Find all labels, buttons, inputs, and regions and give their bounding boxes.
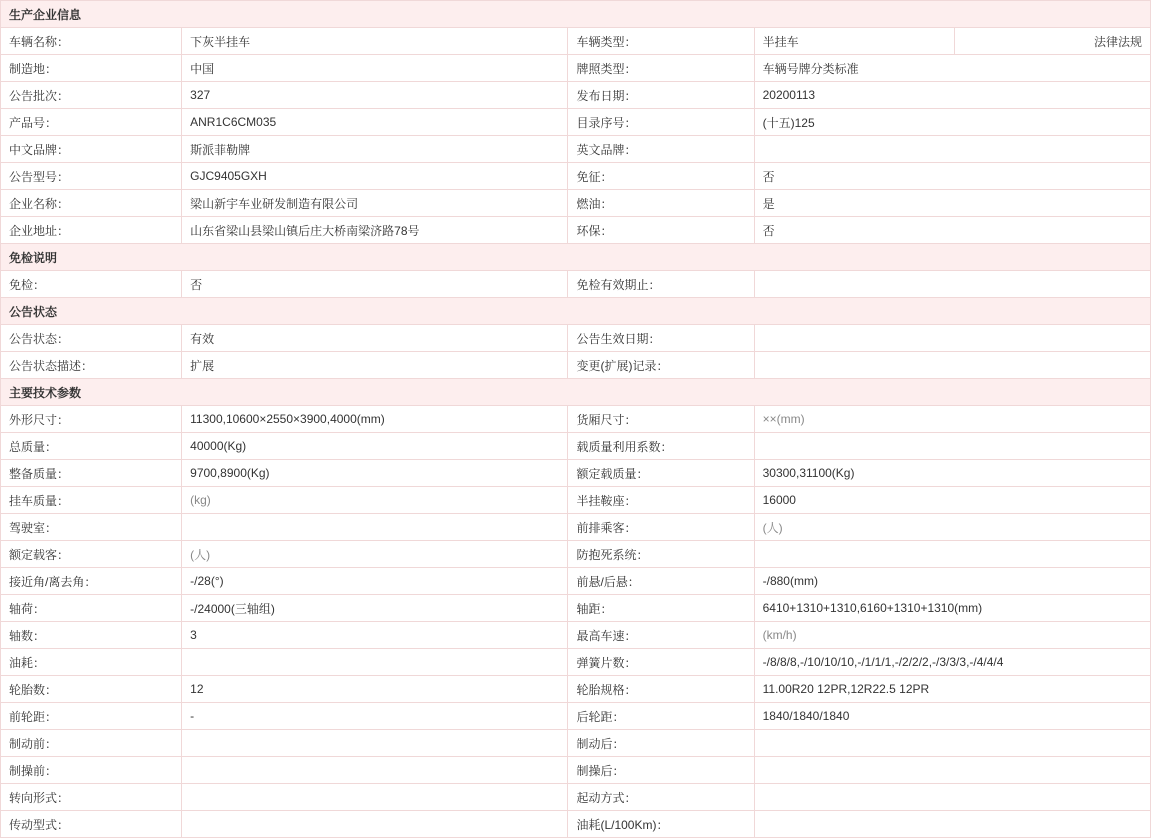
field-label: 后轮距： bbox=[568, 703, 754, 730]
field-value bbox=[182, 757, 568, 784]
field-label: 免征： bbox=[568, 163, 754, 190]
field-value: 半挂车 bbox=[754, 28, 954, 55]
field-label: 产品号： bbox=[1, 109, 182, 136]
section-header-row bbox=[1, 298, 1151, 325]
section-header-row bbox=[1, 379, 1151, 406]
field-value: 30300,31100(Kg) bbox=[754, 460, 1150, 487]
field-value: 6410+1310+1310,6160+1310+1310(mm) bbox=[754, 595, 1150, 622]
field-label: 油耗(L/100Km)： bbox=[568, 811, 754, 838]
field-label: 燃油： bbox=[568, 190, 754, 217]
field-label: 载质量利用系数： bbox=[568, 433, 754, 460]
table-row bbox=[1, 460, 1151, 487]
field-value: -/880(mm) bbox=[754, 568, 1150, 595]
field-value: 山东省梁山县梁山镇后庄大桥南梁济路78号 bbox=[182, 217, 568, 244]
field-value: 是 bbox=[754, 190, 1150, 217]
field-value bbox=[754, 541, 1150, 568]
field-label: 轴数： bbox=[1, 622, 182, 649]
table-row bbox=[1, 649, 1151, 676]
table-row bbox=[1, 352, 1151, 379]
field-label: 轴距： bbox=[568, 595, 754, 622]
field-value bbox=[754, 811, 1150, 838]
field-label: 前轮距： bbox=[1, 703, 182, 730]
field-label: 轮胎规格： bbox=[568, 676, 754, 703]
field-value: 车辆号牌分类标准 bbox=[754, 55, 1150, 82]
table-row bbox=[1, 109, 1151, 136]
field-value bbox=[182, 784, 568, 811]
field-value bbox=[754, 757, 1150, 784]
field-value: ANR1C6CM035 bbox=[182, 109, 568, 136]
field-label: 制操后： bbox=[568, 757, 754, 784]
section-title-main-params: 主要技术参数 bbox=[1, 379, 1151, 406]
field-value: 12 bbox=[182, 676, 568, 703]
table-row bbox=[1, 757, 1151, 784]
table-row bbox=[1, 595, 1151, 622]
field-label: 目录序号： bbox=[568, 109, 754, 136]
field-label: 起动方式： bbox=[568, 784, 754, 811]
field-value bbox=[754, 136, 1150, 163]
table-row bbox=[1, 703, 1151, 730]
field-label: 公告批次： bbox=[1, 82, 182, 109]
field-label: 免检： bbox=[1, 271, 182, 298]
field-value: 3 bbox=[182, 622, 568, 649]
field-value: 否 bbox=[754, 217, 1150, 244]
table-row bbox=[1, 433, 1151, 460]
field-value: 有效 bbox=[182, 325, 568, 352]
field-label: 中文品牌： bbox=[1, 136, 182, 163]
field-label: 接近角/离去角： bbox=[1, 568, 182, 595]
table-row bbox=[1, 541, 1151, 568]
field-label: 公告型号： bbox=[1, 163, 182, 190]
table-row bbox=[1, 811, 1151, 838]
field-label: 英文品牌： bbox=[568, 136, 754, 163]
field-value: 中国 bbox=[182, 55, 568, 82]
table-row bbox=[1, 622, 1151, 649]
field-value: -/8/8/8,-/10/10/10,-/1/1/1,-/2/2/2,-/3/3/3,-/4/4/4 bbox=[754, 649, 1150, 676]
table-row bbox=[1, 406, 1151, 433]
field-value: 20200113 bbox=[754, 82, 1150, 109]
field-value bbox=[754, 784, 1150, 811]
field-label: 货厢尺寸： bbox=[568, 406, 754, 433]
table-row bbox=[1, 568, 1151, 595]
field-value: GJC9405GXH bbox=[182, 163, 568, 190]
field-value bbox=[754, 352, 1150, 379]
field-value: (kg) bbox=[182, 487, 568, 514]
field-value: (十五)125 bbox=[754, 109, 1150, 136]
field-value: (人) bbox=[182, 541, 568, 568]
table-row bbox=[1, 190, 1151, 217]
field-label: 驾驶室： bbox=[1, 514, 182, 541]
field-label: 轴荷： bbox=[1, 595, 182, 622]
field-value: 11.00R20 12PR,12R22.5 12PR bbox=[754, 676, 1150, 703]
field-value: (km/h) bbox=[754, 622, 1150, 649]
section-header-row bbox=[1, 1, 1151, 28]
field-value: 梁山新宇车业研发制造有限公司 bbox=[182, 190, 568, 217]
field-label: 制造地： bbox=[1, 55, 182, 82]
field-value: ××(mm) bbox=[754, 406, 1150, 433]
field-label: 公告生效日期： bbox=[568, 325, 754, 352]
field-label: 传动型式： bbox=[1, 811, 182, 838]
field-label: 前悬/后悬： bbox=[568, 568, 754, 595]
field-label: 防抱死系统： bbox=[568, 541, 754, 568]
field-value: 327 bbox=[182, 82, 568, 109]
field-label: 总质量： bbox=[1, 433, 182, 460]
field-label: 公告状态描述： bbox=[1, 352, 182, 379]
field-value bbox=[754, 433, 1150, 460]
section-title-notice-status: 公告状态 bbox=[1, 298, 1151, 325]
field-value bbox=[754, 271, 1150, 298]
field-value: 斯派菲勒牌 bbox=[182, 136, 568, 163]
field-label: 制动后： bbox=[568, 730, 754, 757]
field-label: 免检有效期止： bbox=[568, 271, 754, 298]
field-label: 制操前： bbox=[1, 757, 182, 784]
field-label: 最高车速： bbox=[568, 622, 754, 649]
field-label: 油耗： bbox=[1, 649, 182, 676]
field-value: 扩展 bbox=[182, 352, 568, 379]
field-value bbox=[182, 730, 568, 757]
field-value: 9700,8900(Kg) bbox=[182, 460, 568, 487]
field-label: 企业地址： bbox=[1, 217, 182, 244]
table-row bbox=[1, 676, 1151, 703]
field-label: 额定载客： bbox=[1, 541, 182, 568]
section-title-exempt: 免检说明 bbox=[1, 244, 1151, 271]
field-label: 整备质量： bbox=[1, 460, 182, 487]
field-label: 车辆类型： bbox=[568, 28, 754, 55]
field-value bbox=[754, 730, 1150, 757]
field-value: -/28(°) bbox=[182, 568, 568, 595]
field-value bbox=[754, 325, 1150, 352]
table-row bbox=[1, 136, 1151, 163]
field-value: 否 bbox=[182, 271, 568, 298]
field-label: 公告状态： bbox=[1, 325, 182, 352]
field-label: 企业名称： bbox=[1, 190, 182, 217]
section-title-producer: 生产企业信息 bbox=[1, 1, 1151, 28]
table-row bbox=[1, 82, 1151, 109]
field-value: (人) bbox=[754, 514, 1150, 541]
field-value bbox=[182, 649, 568, 676]
field-value bbox=[182, 811, 568, 838]
field-label: 外形尺寸： bbox=[1, 406, 182, 433]
field-label: 环保： bbox=[568, 217, 754, 244]
field-value bbox=[182, 514, 568, 541]
field-label: 前排乘客： bbox=[568, 514, 754, 541]
table-row bbox=[1, 784, 1151, 811]
field-label: 半挂鞍座： bbox=[568, 487, 754, 514]
table-row bbox=[1, 163, 1151, 190]
table-row bbox=[1, 325, 1151, 352]
field-label: 轮胎数： bbox=[1, 676, 182, 703]
field-label: 制动前： bbox=[1, 730, 182, 757]
table-row bbox=[1, 487, 1151, 514]
table-row bbox=[1, 730, 1151, 757]
field-label: 变更(扩展)记录： bbox=[568, 352, 754, 379]
section-header-row bbox=[1, 244, 1151, 271]
table-row bbox=[1, 28, 1151, 55]
field-value: 16000 bbox=[754, 487, 1150, 514]
field-label: 发布日期： bbox=[568, 82, 754, 109]
field-label: 车辆名称： bbox=[1, 28, 182, 55]
field-value: 40000(Kg) bbox=[182, 433, 568, 460]
field-value: 11300,10600×2550×3900,4000(mm) bbox=[182, 406, 568, 433]
table-row bbox=[1, 271, 1151, 298]
table-row bbox=[1, 514, 1151, 541]
field-value: 下灰半挂车 bbox=[182, 28, 568, 55]
table-row bbox=[1, 55, 1151, 82]
field-label: 额定载质量： bbox=[568, 460, 754, 487]
field-value: 1840/1840/1840 bbox=[754, 703, 1150, 730]
table-row bbox=[1, 217, 1151, 244]
field-label: 转向形式： bbox=[1, 784, 182, 811]
laws-link[interactable]: 法律法规 bbox=[954, 28, 1150, 55]
field-label: 弹簧片数： bbox=[568, 649, 754, 676]
field-label: 牌照类型： bbox=[568, 55, 754, 82]
field-label: 挂车质量： bbox=[1, 487, 182, 514]
field-value: 否 bbox=[754, 163, 1150, 190]
field-value: - bbox=[182, 703, 568, 730]
field-value: -/24000(三轴组) bbox=[182, 595, 568, 622]
